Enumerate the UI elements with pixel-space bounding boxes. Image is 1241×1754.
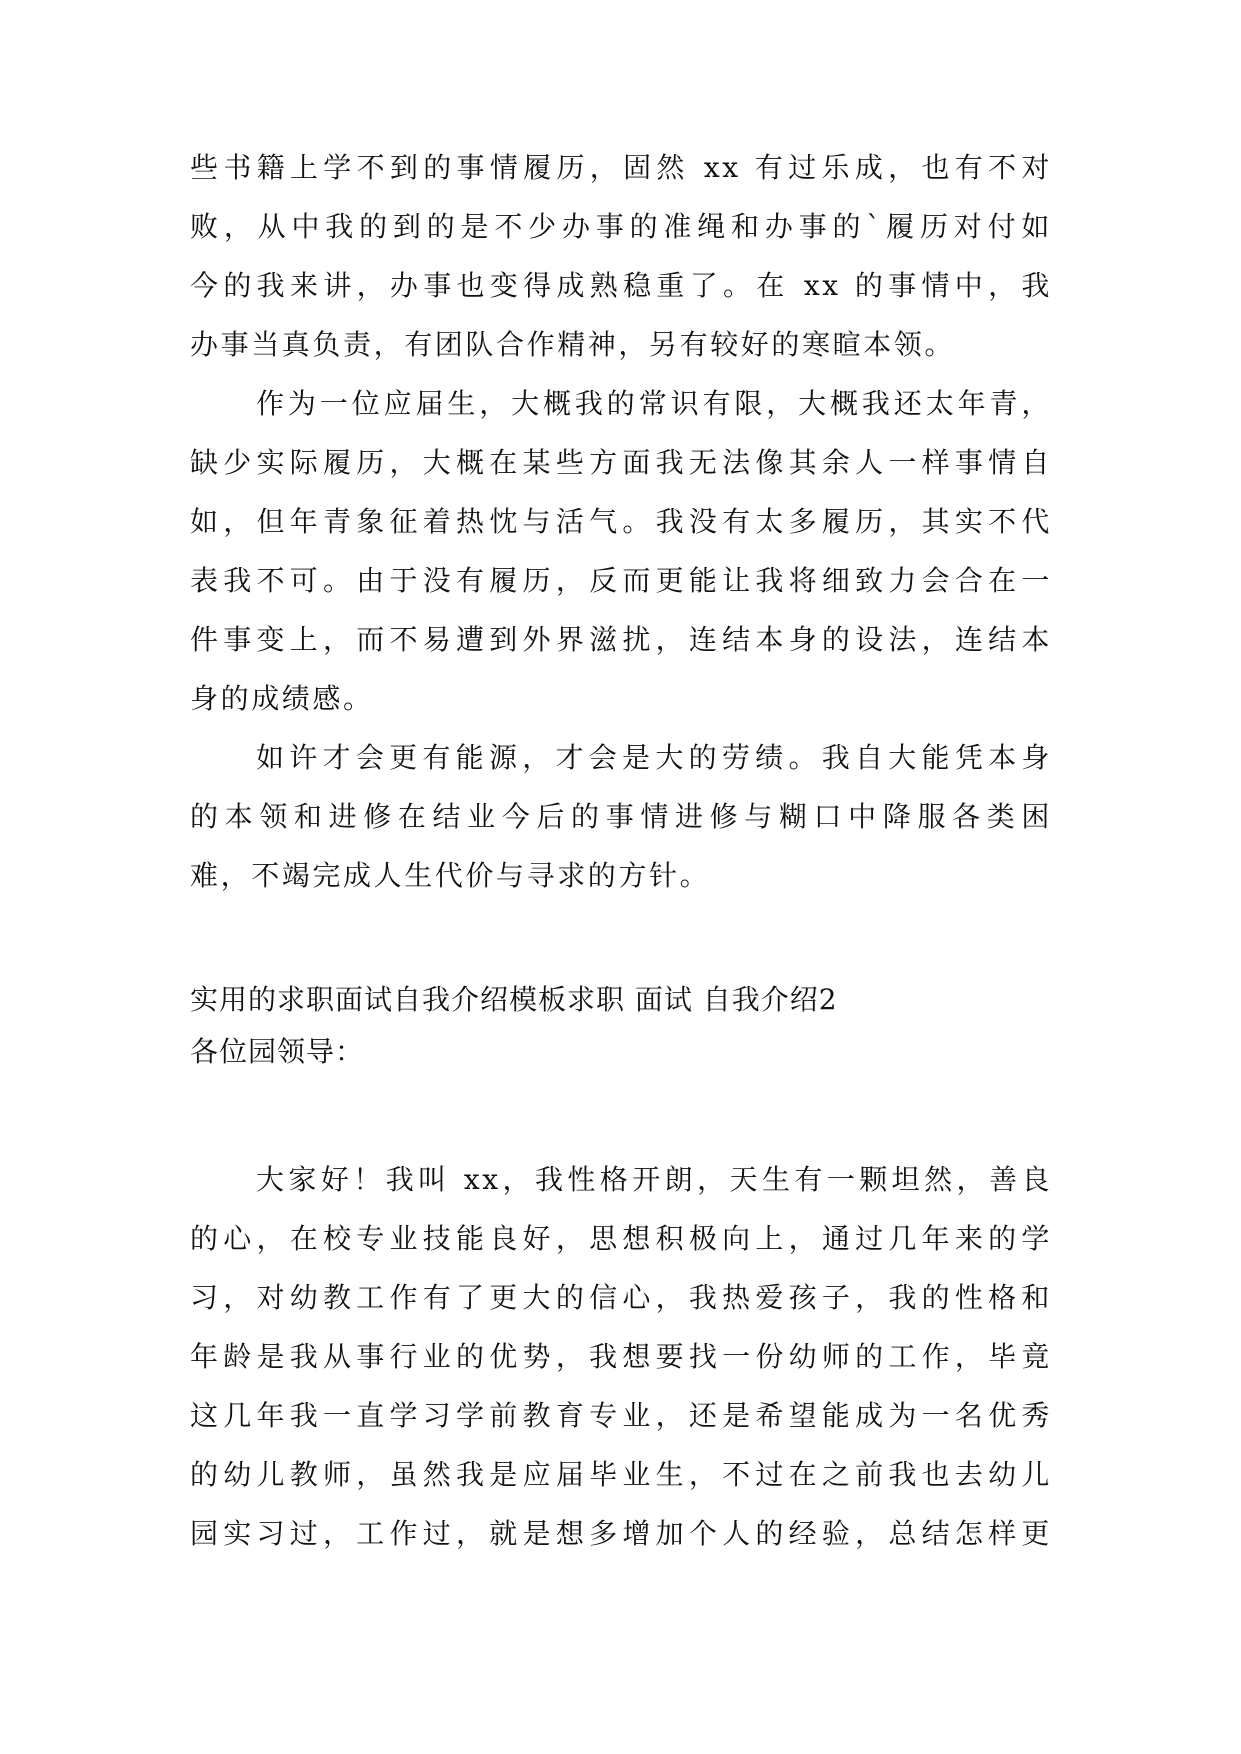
- paragraph-2: [190, 374, 1052, 728]
- text-line: 缺少实际履历，大概在某些方面我无法像其余人一样事情自: [190, 446, 1052, 479]
- text-line: 作为一位应届生，大概我的常识有限，大概我还太年青，: [256, 387, 1052, 420]
- text-line: 这几年我一直学习学前教育专业，还是希望能成为一名优秀: [190, 1399, 1052, 1432]
- text-line: 如，但年青象征着热忱与活气。我没有太多履历，其实不代: [190, 505, 1052, 538]
- text-line: 件事变上，而不易遭到外界滋扰，连结本身的设法，连结本: [190, 623, 1052, 656]
- section-title: 实用的求职面试自我介绍模板求职 面试 自我介绍2: [190, 983, 838, 1016]
- text-line: 的心，在校专业技能良好，思想积极向上，通过几年来的学: [190, 1222, 1052, 1255]
- text-line: 园实习过，工作过，就是想多增加个人的经验，总结怎样更: [190, 1517, 1052, 1550]
- paragraph-4: [190, 1150, 1052, 1563]
- text-line: 表我不可。由于没有履历，反而更能让我将细致力会合在一: [190, 564, 1052, 597]
- text-line: 些书籍上学不到的事情履历，固然 xx 有过乐成，也有不对: [190, 151, 1052, 184]
- text-line: 败，从中我的到的是不少办事的准绳和办事的`履历对付如: [190, 210, 1052, 243]
- text-line: 习，对幼教工作有了更大的信心，我热爱孩子，我的性格和: [190, 1281, 1052, 1314]
- text-line: 今的我来讲，办事也变得成熟稳重了。在 xx 的事情中，我: [190, 269, 1052, 302]
- text-line: 大家好！我叫 xx，我性格开朗，天生有一颗坦然，善良: [256, 1163, 1052, 1196]
- text-line: 身的成绩感。: [190, 682, 374, 715]
- salutation: 各位园领导：: [190, 1035, 365, 1068]
- paragraph-3: [190, 728, 1052, 905]
- text-line: 如许才会更有能源，才会是大的劳绩。我自大能凭本身: [256, 741, 1052, 774]
- text-line: 年龄是我从事行业的优势，我想要找一份幼师的工作，毕竟: [190, 1340, 1052, 1373]
- text-line: 办事当真负责，有团队合作精神，另有较好的寒暄本领。: [190, 328, 956, 361]
- paragraph-1: [190, 138, 1052, 374]
- text-line: 的本领和进修在结业今后的事情进修与糊口中降服各类困: [190, 800, 1052, 833]
- text-line: 的幼儿教师，虽然我是应届毕业生，不过在之前我也去幼儿: [190, 1458, 1052, 1491]
- text-line: 难，不竭完成人生代价与寻求的方针。: [190, 859, 711, 892]
